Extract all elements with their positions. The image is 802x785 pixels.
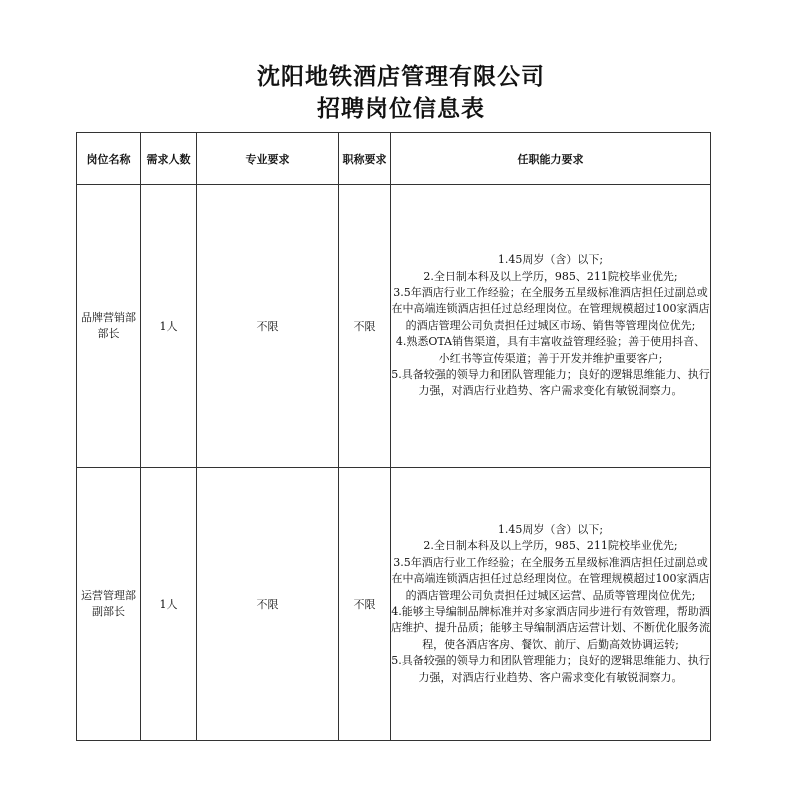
requirement-item: 1.45周岁（含）以下;: [497, 253, 604, 267]
position-count: 1人: [141, 185, 197, 468]
document-title: 沈阳地铁酒店管理有限公司: [257, 63, 545, 90]
requirement-item: 4.能够主导编制品牌标准并对多家酒店同步进行有效管理，帮助酒店维护、提升品质；能够主导编制酒店运营计划、不断优化服务流程，使各酒店客房、餐饮、前厅、后勤高效协调运转;: [391, 605, 710, 651]
requirement-item: 3.5年酒店行业工作经验；在全服务五星级标准酒店担任过副总或在中高端连锁酒店担任过总经理岗位。在管理规模超过100家酒店的酒店管理公司负责担任过城区市场、销售等管理岗位优先;: [391, 285, 710, 332]
ability-requirements: [391, 185, 711, 468]
table-row: [77, 185, 711, 468]
position-name: 运营管理部副部长: [77, 468, 141, 741]
requirement-item: 2.全日制本科及以上学历，985、211院校毕业优先;: [423, 539, 678, 553]
requirement-item: 4.熟悉OTA销售渠道，具有丰富收益管理经验；善于使用抖音、小红书等宣传渠道；善于开发并维护重要客户;: [395, 335, 706, 365]
recruitment-table: [76, 132, 711, 741]
header-position: 岗位名称: [77, 133, 141, 185]
requirement-item: 3.5年酒店行业工作经验；在全服务五星级标准酒店担任过副总或在中高端连锁酒店担任过总经理岗位。在管理规模超过100家酒店的酒店管理公司负责担任过城区运营、品质等管理岗位优先;: [391, 555, 710, 602]
header-major: 专业要求: [197, 133, 339, 185]
requirement-item: 5.具备较强的领导力和团队管理能力；良好的逻辑思维能力、执行力强，对酒店行业趋势、客户需求变化有敏锐洞察力。: [391, 654, 710, 684]
title-requirement: 不限: [339, 468, 391, 741]
header-ability: 任职能力要求: [391, 133, 711, 185]
requirement-item: 1.45周岁（含）以下;: [497, 522, 604, 536]
position-name: 品牌营销部部长: [77, 185, 141, 468]
position-count: 1人: [141, 468, 197, 741]
table-header-row: [77, 133, 711, 185]
header-title-req: 职称要求: [339, 133, 391, 185]
title-requirement: 不限: [339, 185, 391, 468]
major-requirement: 不限: [197, 468, 339, 741]
major-requirement: 不限: [197, 185, 339, 468]
ability-requirements: [391, 468, 711, 741]
table-row: [77, 468, 711, 741]
requirement-item: 2.全日制本科及以上学历，985、211院校毕业优先;: [423, 269, 678, 283]
document-subtitle: 招聘岗位信息表: [317, 95, 485, 122]
header-count: 需求人数: [141, 133, 197, 185]
requirement-item: 5.具备较强的领导力和团队管理能力；良好的逻辑思维能力、执行力强，对酒店行业趋势、客户需求变化有敏锐洞察力。: [391, 368, 710, 398]
